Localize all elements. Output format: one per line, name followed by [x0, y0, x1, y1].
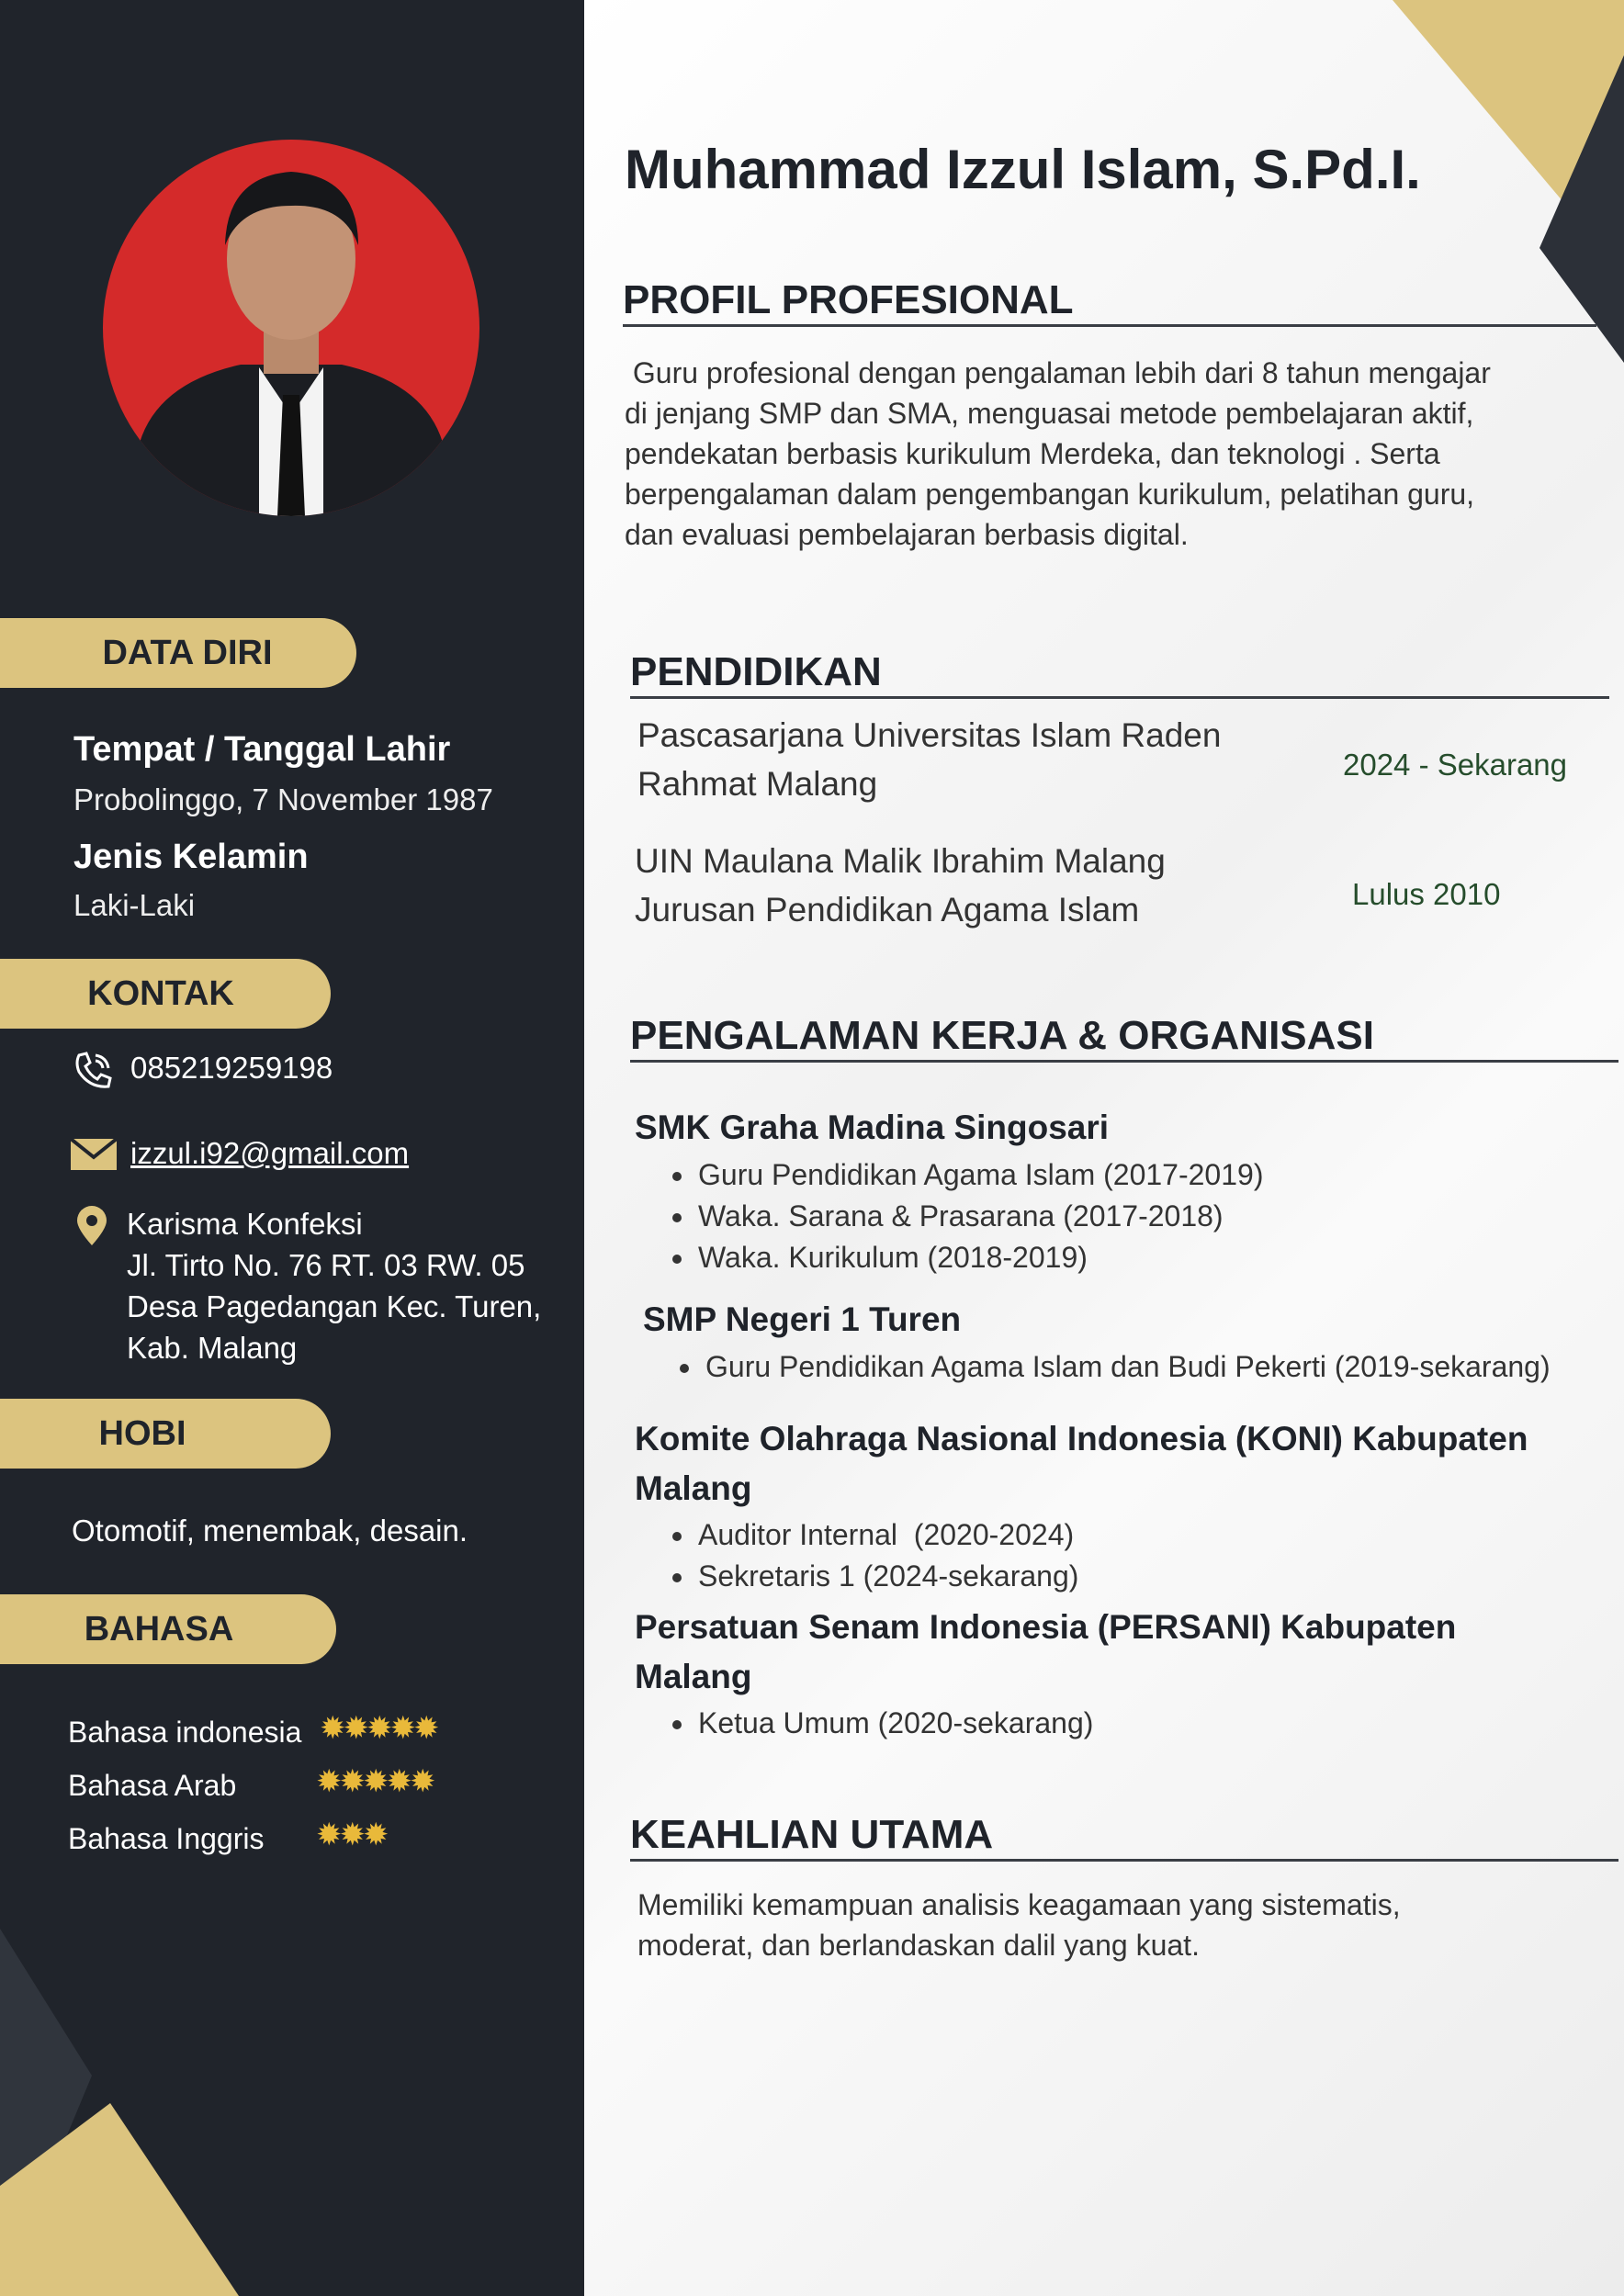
bahasa-heading: BAHASA — [84, 1609, 234, 1649]
role-item: • Waka. Kurikulum (2018-2019) — [696, 1237, 1263, 1278]
role-list — [648, 1514, 1078, 1597]
gender-label: Jenis Kelamin — [73, 838, 309, 876]
main-content — [584, 0, 1624, 2296]
education-year: 2024 - Sekarang — [1343, 748, 1568, 782]
education-entry — [637, 711, 1221, 808]
keahlian-text — [637, 1885, 1401, 1965]
education-year: Lulus 2010 — [1352, 877, 1501, 911]
organization-name: SMK Graha Madina Singosari — [635, 1109, 1110, 1146]
kontak-heading: KONTAK — [87, 974, 234, 1013]
section-divider — [630, 696, 1609, 699]
role-item: • Sekretaris 1 (2024-sekarang) — [696, 1556, 1078, 1597]
role-list — [648, 1703, 1093, 1744]
rating-stars: ✹✹✹ — [316, 1817, 387, 1853]
rating-stars: ✹✹✹✹✹ — [320, 1710, 437, 1747]
language-name: Bahasa Arab — [68, 1769, 237, 1802]
data-diri-heading: DATA DIRI — [102, 633, 273, 672]
hobi-text: Otomotif, menembak, desain. — [72, 1514, 468, 1548]
address-line: Kab. Malang — [127, 1331, 298, 1365]
role-item: • Auditor Internal (2020-2024) — [696, 1514, 1078, 1556]
birth-value: Probolinggo, 7 November 1987 — [73, 782, 493, 816]
role-item: • Guru Pendidikan Agama Islam (2017-2019) — [696, 1154, 1263, 1196]
section-data-diri — [0, 618, 356, 688]
organization-name — [635, 1414, 1528, 1514]
organization-name-line: Komite Olahraga Nasional Indonesia (KONI) Kabupaten — [635, 1420, 1528, 1458]
organization-name — [635, 1603, 1456, 1702]
education-entry — [635, 837, 1166, 934]
pendidikan-heading: PENDIDIKAN — [630, 649, 882, 694]
education-institution: Pascasarjana Universitas Islam Raden — [637, 716, 1222, 754]
phone-icon — [72, 1050, 114, 1092]
education-institution: Rahmat Malang — [637, 765, 878, 803]
keahlian-line: Memiliki kemampuan analisis keagamaan yang sistematis, — [637, 1888, 1401, 1921]
email-link[interactable]: izzul.i92@gmail.com — [130, 1136, 410, 1170]
hobi-heading: HOBI — [98, 1413, 186, 1453]
organization-name-line: Malang — [635, 1658, 752, 1695]
address-block — [127, 1203, 541, 1368]
role-list — [656, 1346, 1551, 1388]
role-list — [648, 1154, 1263, 1278]
phone-number[interactable]: 085219259198 — [130, 1051, 333, 1085]
section-divider — [630, 1060, 1618, 1063]
organization-name-line: Persatuan Senam Indonesia (PERSANI) Kabupaten — [635, 1608, 1457, 1646]
section-divider — [623, 324, 1596, 327]
profile-photo — [103, 140, 479, 516]
profil-line: dan evaluasi pembelajaran berbasis digital. — [625, 518, 1189, 551]
profil-line: pendekatan berbasis kurikulum Merdeka, dan teknologi . Serta — [625, 437, 1440, 470]
keahlian-line: moderat, dan berlandaskan dalil yang kuat. — [637, 1929, 1200, 1962]
role-item: • Waka. Sarana & Prasarana (2017-2018) — [696, 1196, 1263, 1237]
section-kontak — [0, 959, 331, 1029]
email-icon — [71, 1139, 117, 1170]
address-line: Desa Pagedangan Kec. Turen, — [127, 1289, 542, 1323]
section-divider — [630, 1859, 1618, 1862]
profil-text — [625, 353, 1491, 555]
rating-stars: ✹✹✹✹✹ — [316, 1763, 434, 1800]
keahlian-heading: KEAHLIAN UTAMA — [630, 1812, 994, 1857]
language-name: Bahasa indonesia — [68, 1716, 302, 1749]
profil-line: di jenjang SMP dan SMA, menguasai metode pembelajaran aktif, — [625, 397, 1474, 430]
profil-heading: PROFIL PROFESIONAL — [623, 277, 1074, 322]
location-pin-icon — [75, 1205, 108, 1247]
language-name: Bahasa Inggris — [68, 1822, 265, 1855]
section-hobi — [0, 1399, 331, 1469]
birth-label: Tempat / Tanggal Lahir — [73, 730, 451, 769]
organization-name-line: Malang — [635, 1469, 752, 1507]
sidebar — [0, 0, 584, 2296]
pengalaman-heading: PENGALAMAN KERJA & ORGANISASI — [630, 1013, 1374, 1058]
organization-name: SMP Negeri 1 Turen — [643, 1300, 962, 1338]
profil-line: berpengalaman dalam pengembangan kurikulum, pelatihan guru, — [625, 478, 1475, 511]
education-institution: UIN Maulana Malik Ibrahim Malang — [635, 842, 1166, 880]
role-item: • Ketua Umum (2020-sekarang) — [696, 1703, 1093, 1744]
role-item: • Guru Pendidikan Agama Islam dan Budi Pekerti (2019-sekarang) — [704, 1346, 1551, 1388]
profil-line: Guru profesional dengan pengalaman lebih dari 8 tahun mengajar — [625, 356, 1491, 389]
person-name: Muhammad Izzul Islam, S.Pd.I. — [625, 139, 1421, 200]
address-line: Karisma Konfeksi — [127, 1207, 363, 1241]
section-bahasa — [0, 1594, 336, 1664]
address-line: Jl. Tirto No. 76 RT. 03 RW. 05 — [127, 1248, 525, 1282]
education-institution: Jurusan Pendidikan Agama Islam — [635, 891, 1140, 929]
gender-value: Laki-Laki — [73, 888, 196, 922]
